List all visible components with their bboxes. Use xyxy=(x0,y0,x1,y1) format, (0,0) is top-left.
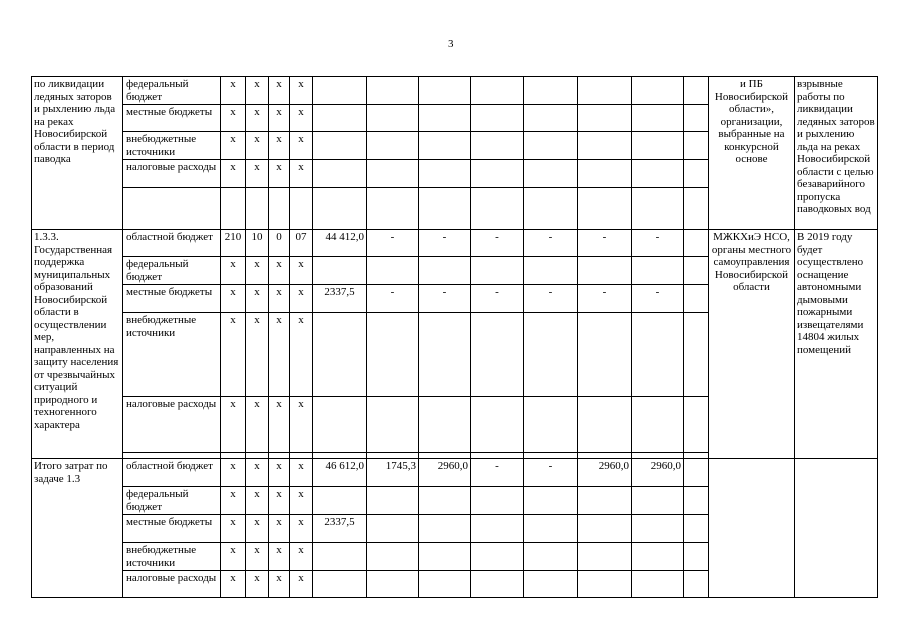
table-cell: - xyxy=(419,285,471,313)
table-cell xyxy=(471,188,524,230)
table-cell xyxy=(419,543,471,571)
table-cell xyxy=(313,397,367,453)
table-cell xyxy=(632,105,684,132)
source-extra: внебюджетные источники xyxy=(123,313,221,397)
table-cell xyxy=(578,313,632,397)
table-cell xyxy=(419,188,471,230)
table-cell: - xyxy=(632,285,684,313)
table-cell: 210 xyxy=(221,230,246,257)
table-cell: 10 xyxy=(246,230,269,257)
table-cell xyxy=(632,571,684,598)
table-cell: х xyxy=(221,285,246,313)
table-cell: х xyxy=(221,105,246,132)
table-cell: х xyxy=(290,132,313,160)
table-cell xyxy=(313,132,367,160)
source-federal: федеральный бюджет xyxy=(123,77,221,105)
table-cell xyxy=(632,313,684,397)
source-federal: федеральный бюджет xyxy=(123,487,221,515)
table-cell xyxy=(419,160,471,188)
table-cell xyxy=(269,188,290,230)
table-cell xyxy=(578,160,632,188)
table-cell: х xyxy=(269,543,290,571)
table-cell xyxy=(632,487,684,515)
table-cell: х xyxy=(246,132,269,160)
table-cell xyxy=(524,487,578,515)
table-cell xyxy=(795,459,878,598)
table-cell: х xyxy=(269,285,290,313)
table-cell: х xyxy=(246,515,269,543)
table-cell xyxy=(524,160,578,188)
table-cell: 2960,0 xyxy=(578,459,632,487)
source-regional: областной бюджет xyxy=(123,459,221,487)
source-local: местные бюджеты xyxy=(123,105,221,132)
source-regional: областной бюджет xyxy=(123,230,221,257)
table-cell: х xyxy=(221,132,246,160)
table-cell xyxy=(367,397,419,453)
table-cell: 2960,0 xyxy=(419,459,471,487)
table-row xyxy=(32,77,878,105)
table-cell: х xyxy=(269,257,290,285)
table-cell xyxy=(524,132,578,160)
table-cell: х xyxy=(269,487,290,515)
table-cell: х xyxy=(290,515,313,543)
source-tax: налоговые расходы xyxy=(123,160,221,188)
table-cell xyxy=(524,105,578,132)
table-cell: х xyxy=(290,487,313,515)
table-cell: х xyxy=(269,160,290,188)
table-cell: х xyxy=(290,285,313,313)
source-local: местные бюджеты xyxy=(123,515,221,543)
page-number: 3 xyxy=(448,38,454,50)
table-cell xyxy=(684,77,709,105)
table-row xyxy=(32,230,878,257)
table-cell xyxy=(419,132,471,160)
table-cell: х xyxy=(246,487,269,515)
table-cell: х xyxy=(290,543,313,571)
table-cell: х xyxy=(290,160,313,188)
table-cell: х xyxy=(290,257,313,285)
table-cell xyxy=(578,571,632,598)
table-cell xyxy=(367,571,419,598)
table-cell xyxy=(578,105,632,132)
table-cell xyxy=(313,313,367,397)
table-cell xyxy=(578,487,632,515)
table-cell xyxy=(524,188,578,230)
table-cell: х xyxy=(246,77,269,105)
table-cell xyxy=(684,132,709,160)
table-cell xyxy=(684,515,709,543)
table-cell xyxy=(632,188,684,230)
table-cell xyxy=(684,188,709,230)
source-tax: налоговые расходы xyxy=(123,397,221,453)
table-cell: х xyxy=(246,397,269,453)
table-cell: х xyxy=(221,397,246,453)
table-cell xyxy=(709,459,795,598)
table-cell xyxy=(524,77,578,105)
table-cell xyxy=(632,515,684,543)
table-cell xyxy=(578,257,632,285)
measure-name: 1.3.3. Государственная поддержка муниципальных образований Новосибирской области в осуществлении мер, направленных на защиту населения от чрезвычайных ситуаций природного и техногенного характера xyxy=(32,230,123,459)
table-cell xyxy=(367,257,419,285)
table-cell xyxy=(471,543,524,571)
table-cell xyxy=(524,397,578,453)
expected-result: взрывные работы по ликвидации ледяных заторов и рыхлению льда на реках Новосибирской области с целью безаварийного пропуска паводковых вод xyxy=(795,77,878,230)
table-cell xyxy=(367,313,419,397)
table-cell: х xyxy=(290,77,313,105)
table-cell: х xyxy=(290,459,313,487)
source-local: местные бюджеты xyxy=(123,285,221,313)
table-cell xyxy=(578,397,632,453)
table-cell xyxy=(632,397,684,453)
table-row xyxy=(32,459,878,487)
table-cell xyxy=(632,77,684,105)
table-cell: х xyxy=(246,543,269,571)
table-cell xyxy=(367,515,419,543)
table-cell: - xyxy=(578,230,632,257)
table-cell: х xyxy=(221,160,246,188)
table-cell xyxy=(246,188,269,230)
table-cell: х xyxy=(290,313,313,397)
table-cell xyxy=(632,160,684,188)
expected-result: В 2019 году будет осуществлено оснащение автономными дымовыми пожарными извещателями 14804 жилых помещений xyxy=(795,230,878,459)
table-cell: - xyxy=(578,285,632,313)
table-cell: - xyxy=(524,285,578,313)
table-cell xyxy=(684,230,709,257)
table-cell: х xyxy=(269,571,290,598)
table-cell: х xyxy=(246,257,269,285)
table-cell: - xyxy=(419,230,471,257)
table-cell: х xyxy=(269,515,290,543)
table-cell xyxy=(313,571,367,598)
table-cell: х xyxy=(221,543,246,571)
table-cell xyxy=(578,543,632,571)
table-cell xyxy=(313,543,367,571)
table-cell xyxy=(290,188,313,230)
table-cell: - xyxy=(471,230,524,257)
table-cell xyxy=(313,257,367,285)
table-cell: - xyxy=(524,230,578,257)
table-cell xyxy=(367,132,419,160)
table-cell: х xyxy=(269,132,290,160)
table-cell: х xyxy=(221,77,246,105)
table-cell: х xyxy=(269,459,290,487)
table-cell: х xyxy=(290,105,313,132)
table-cell: - xyxy=(367,230,419,257)
table-cell xyxy=(471,105,524,132)
table-cell xyxy=(419,313,471,397)
table-cell: х xyxy=(221,515,246,543)
table-cell: х xyxy=(246,313,269,397)
table-cell: х xyxy=(246,160,269,188)
table-cell xyxy=(313,105,367,132)
table-cell: х xyxy=(246,571,269,598)
table-cell xyxy=(471,257,524,285)
table-cell xyxy=(632,257,684,285)
table-cell: 2960,0 xyxy=(632,459,684,487)
table-cell: - xyxy=(471,459,524,487)
table-cell xyxy=(419,105,471,132)
table-cell: х xyxy=(246,285,269,313)
table-cell xyxy=(471,571,524,598)
table-cell: х xyxy=(269,105,290,132)
total-value: 2337,5 xyxy=(313,285,367,313)
source-extra: внебюджетные источники xyxy=(123,132,221,160)
table-cell xyxy=(684,459,709,487)
table-cell xyxy=(578,77,632,105)
table-cell xyxy=(632,132,684,160)
table-cell xyxy=(578,515,632,543)
table-cell xyxy=(524,313,578,397)
table-cell xyxy=(367,77,419,105)
table-cell xyxy=(578,132,632,160)
table-cell: х xyxy=(221,257,246,285)
table-cell xyxy=(471,487,524,515)
table-cell xyxy=(684,105,709,132)
total-value: 44 412,0 xyxy=(313,230,367,257)
table-cell xyxy=(367,105,419,132)
table-cell: 0 xyxy=(269,230,290,257)
table-cell xyxy=(419,257,471,285)
table-cell xyxy=(578,188,632,230)
table-cell: х xyxy=(221,313,246,397)
table-cell xyxy=(367,188,419,230)
table-cell xyxy=(313,77,367,105)
table-cell xyxy=(313,188,367,230)
table-cell xyxy=(524,257,578,285)
table-cell xyxy=(524,571,578,598)
table-cell: - xyxy=(632,230,684,257)
table-cell: х xyxy=(290,571,313,598)
table-cell xyxy=(684,571,709,598)
table-cell xyxy=(471,397,524,453)
total-value: 46 612,0 xyxy=(313,459,367,487)
table-cell xyxy=(684,397,709,453)
table-cell xyxy=(471,313,524,397)
table-cell: - xyxy=(471,285,524,313)
table-cell xyxy=(221,188,246,230)
table-cell xyxy=(632,543,684,571)
source-federal: федеральный бюджет xyxy=(123,257,221,285)
measure-name: по ликвидации ледяных заторов и рыхлению льда на реках Новосибирской области в период паводка xyxy=(32,77,123,230)
measure-name: Итого затрат по задаче 1.3 xyxy=(32,459,123,598)
table-cell xyxy=(471,77,524,105)
table-cell xyxy=(419,397,471,453)
table-cell xyxy=(419,487,471,515)
table-cell: х xyxy=(269,313,290,397)
total-value: 2337,5 xyxy=(313,515,367,543)
source-tax: налоговые расходы xyxy=(123,571,221,598)
table-cell xyxy=(419,77,471,105)
table-cell: х xyxy=(269,397,290,453)
table-cell xyxy=(123,188,221,230)
source-extra: внебюджетные источники xyxy=(123,543,221,571)
finance-table xyxy=(31,76,878,598)
table-cell: х xyxy=(246,459,269,487)
table-cell: - xyxy=(524,459,578,487)
table-cell xyxy=(313,487,367,515)
table-cell xyxy=(367,487,419,515)
table-cell: х xyxy=(246,105,269,132)
executor: МЖКХиЭ НСО, органы местного самоуправления Новосибирской области xyxy=(709,230,795,459)
table-cell xyxy=(471,160,524,188)
table-cell: х xyxy=(221,459,246,487)
table-cell xyxy=(684,543,709,571)
table-cell xyxy=(419,515,471,543)
table-cell xyxy=(367,543,419,571)
table-cell xyxy=(313,160,367,188)
table-cell: - xyxy=(367,285,419,313)
table-cell xyxy=(367,160,419,188)
table-cell xyxy=(524,543,578,571)
table-cell: х xyxy=(221,487,246,515)
table-cell: х xyxy=(221,571,246,598)
table-cell xyxy=(684,257,709,285)
table-cell xyxy=(684,285,709,313)
table-cell: х xyxy=(290,397,313,453)
table-cell xyxy=(471,515,524,543)
table-cell xyxy=(684,487,709,515)
table-cell xyxy=(471,132,524,160)
table-cell xyxy=(684,313,709,397)
table-cell xyxy=(684,160,709,188)
table-cell: х xyxy=(269,77,290,105)
executor: и ПБ Новосибирской области», организации, выбранные на конкурсной основе xyxy=(709,77,795,230)
table-cell: 1745,3 xyxy=(367,459,419,487)
table-cell: 07 xyxy=(290,230,313,257)
table-cell xyxy=(524,515,578,543)
table-cell xyxy=(419,571,471,598)
